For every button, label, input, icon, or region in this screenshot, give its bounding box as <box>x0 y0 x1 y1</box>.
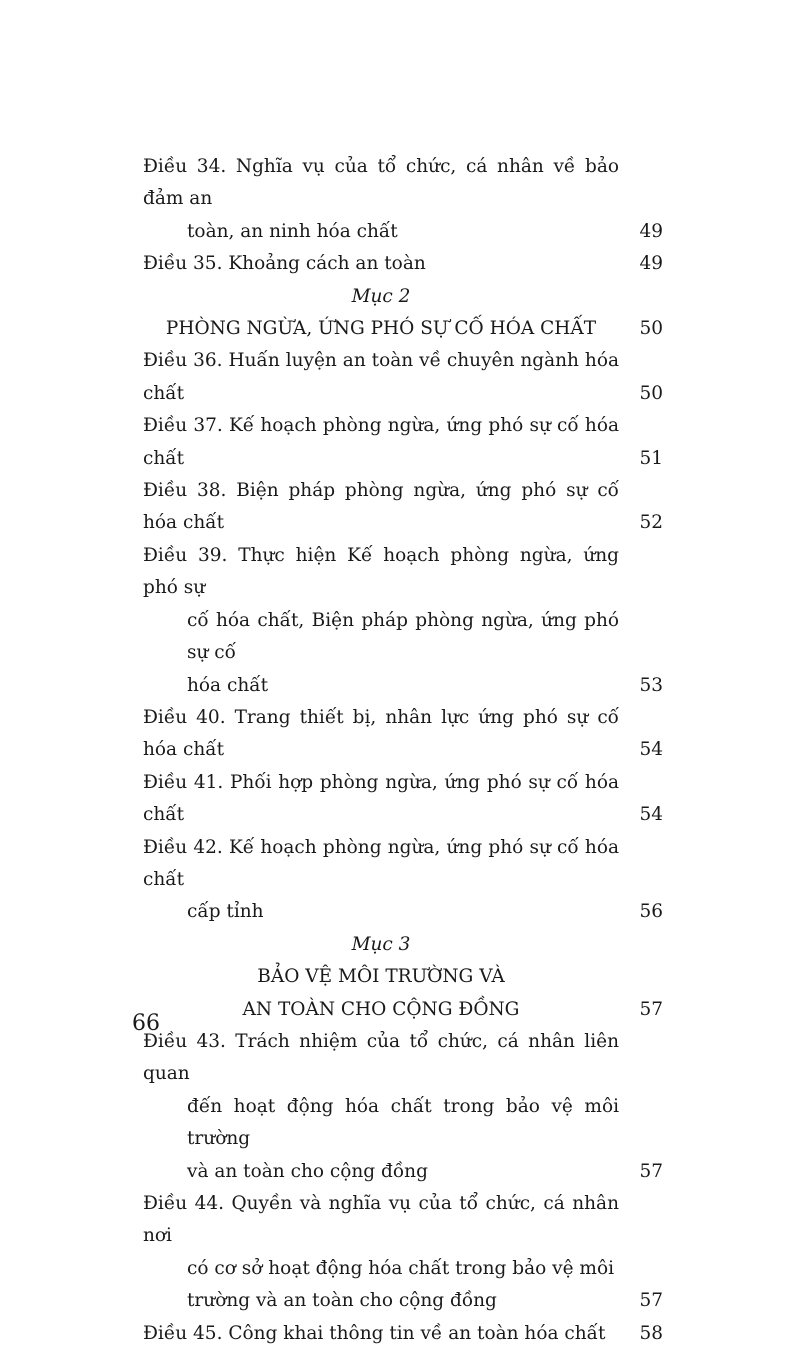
section-label: Mục 3 <box>351 933 411 955</box>
toc-page-number: 50 <box>639 382 663 404</box>
toc-entry-continuation: toàn, an ninh hóa chất <box>187 220 398 242</box>
toc-entry-text <box>143 248 619 280</box>
toc-page-number: 52 <box>639 512 663 534</box>
toc-entry-continuation: trường và an toàn cho cộng đồng <box>187 1290 497 1312</box>
toc-entry-text <box>143 345 619 410</box>
toc-entry-heading: Điều 41. Phối hợp phòng ngừa, ứng phó sự cố hóa chất <box>143 771 619 826</box>
toc-entry-continuation: đến hoạt động hóa chất trong bảo vệ môi trường <box>187 1095 619 1150</box>
toc-entry <box>143 1188 663 1318</box>
page-number: 66 <box>132 1011 160 1036</box>
toc-entry-continuation: cấp tỉnh <box>187 901 264 923</box>
toc-page-number: 57 <box>639 1160 663 1182</box>
table-of-contents <box>143 151 663 1350</box>
toc-entry-heading: Điều 34. Nghĩa vụ của tổ chức, cá nhân về bảo đảm an <box>143 156 619 210</box>
toc-entry <box>143 151 663 248</box>
toc-entry-text <box>143 1318 619 1350</box>
section-title-line: BẢO VỆ MÔI TRƯỜNG VÀ <box>257 966 505 988</box>
toc-entry <box>143 1026 663 1188</box>
toc-entry-heading: Điều 35. Khoảng cách an toàn <box>143 253 426 275</box>
toc-entry-text <box>143 540 619 702</box>
section-title-line: PHÒNG NGỪA, ỨNG PHÓ SỰ CỐ HÓA CHẤT <box>165 318 597 340</box>
toc-entry-text <box>143 410 619 475</box>
toc-page-number: 51 <box>639 447 663 469</box>
toc-entry-heading: Điều 36. Huấn luyện an toàn về chuyên ngành hóa chất <box>143 350 619 404</box>
toc-entry-heading: Điều 43. Trách nhiệm của tổ chức, cá nhân liên quan <box>143 1030 619 1085</box>
toc-page-number: 50 <box>639 318 663 340</box>
toc-page-number: 58 <box>639 1322 663 1344</box>
toc-entry-text <box>143 767 619 832</box>
toc-entry <box>143 540 663 702</box>
toc-page-number: 56 <box>639 901 663 923</box>
toc-entry-continuation: có cơ sở hoạt động hóa chất trong bảo vệ môi <box>187 1257 614 1279</box>
toc-page-number: 57 <box>639 998 663 1020</box>
toc-entry-text <box>143 1026 619 1188</box>
toc-page-number: 57 <box>639 1290 663 1312</box>
toc-entry <box>143 767 663 832</box>
toc-entry-heading: Điều 38. Biện pháp phòng ngừa, ứng phó sự cố hóa chất <box>143 480 619 534</box>
toc-page-number: 54 <box>639 739 663 761</box>
toc-entry-text <box>143 151 619 248</box>
toc-entry-heading: Điều 40. Trang thiết bị, nhân lực ứng phó sự cố hóa chất <box>143 706 619 761</box>
toc-entry <box>143 345 663 410</box>
toc-entry <box>143 1318 663 1350</box>
toc-entry-heading: Điều 39. Thực hiện Kế hoạch phòng ngừa, ứng phó sự <box>143 544 619 599</box>
toc-page-number: 54 <box>639 804 663 826</box>
section-title <box>143 961 663 1026</box>
toc-entry <box>143 410 663 475</box>
toc-entry-continuation: cố hóa chất, Biện pháp phòng ngừa, ứng phó sự cố <box>187 609 619 664</box>
toc-entry-text <box>143 1188 619 1318</box>
toc-page-number: 53 <box>639 674 663 696</box>
toc-page-number: 49 <box>639 253 663 275</box>
toc-entry-text <box>143 475 619 540</box>
toc-entry-heading: Điều 42. Kế hoạch phòng ngừa, ứng phó sự cố hóa chất <box>143 836 619 890</box>
toc-page-number: 49 <box>639 220 663 242</box>
toc-entry-continuation: hóa chất <box>187 674 269 696</box>
toc-entry-heading: Điều 44. Quyền và nghĩa vụ của tổ chức, cá nhân nơi <box>143 1193 619 1247</box>
toc-entry-text <box>143 832 619 929</box>
section-title-line: AN TOÀN CHO CỘNG ĐỒNG <box>242 998 520 1020</box>
toc-entry-continuation: và an toàn cho cộng đồng <box>187 1160 428 1182</box>
toc-entry-heading: Điều 37. Kế hoạch phòng ngừa, ứng phó sự cố hóa chất <box>143 415 619 469</box>
toc-entry <box>143 475 663 540</box>
toc-entry-heading: Điều 45. Công khai thông tin về an toàn hóa chất <box>143 1322 606 1344</box>
toc-entry-text <box>143 702 619 767</box>
toc-entry <box>143 248 663 280</box>
section-label: Mục 2 <box>351 285 411 307</box>
section-title <box>143 313 663 345</box>
toc-entry <box>143 702 663 767</box>
toc-entry <box>143 832 663 929</box>
